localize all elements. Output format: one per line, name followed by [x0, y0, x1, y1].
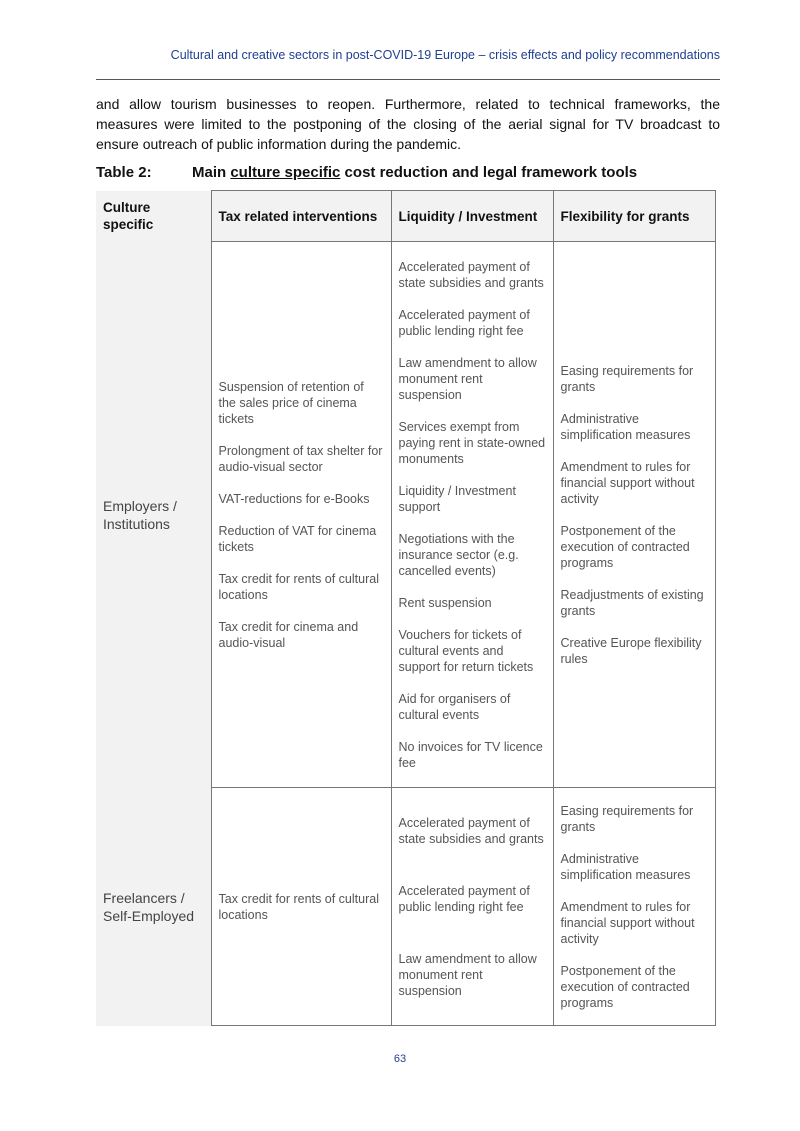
list-item: Easing requirements for grants: [560, 363, 694, 394]
table-number: Table 2:: [96, 164, 152, 181]
list-item: Accelerated payment of public lending right fee: [398, 883, 530, 914]
list-item: Postponement of the execution of contracted programs: [560, 523, 690, 570]
cell-grants-employers: [553, 242, 715, 788]
cell-tax-freelancers: [211, 788, 391, 1026]
list-item: Administrative simplification measures: [560, 411, 691, 442]
list-item: Administrative simplification measures: [560, 851, 691, 882]
list-item: Amendment to rules for financial support without activity: [560, 899, 695, 946]
list-item: Tax credit for rents of cultural locations: [218, 891, 379, 922]
list-item: Liquidity / Investment support: [398, 483, 516, 514]
cell-grants-freelancers: [553, 788, 715, 1026]
row-label-employers: Employers / Institutions: [96, 242, 211, 788]
list-item: Accelerated payment of public lending right fee: [398, 307, 530, 338]
caption-suffix: cost reduction and legal framework tools: [340, 164, 638, 181]
list-item: Vouchers for tickets of cultural events and support for return tickets: [398, 627, 534, 674]
list-item: Rent suspension: [398, 595, 492, 610]
list-item: Readjustments of existing grants: [560, 587, 704, 618]
list-item: Law amendment to allow monument rent suspension: [398, 951, 537, 998]
cell-liquidity-employers: [391, 242, 553, 788]
page-number: 63: [393, 1053, 407, 1065]
cost-reduction-table: [96, 190, 716, 1026]
cell-tax-employers: [211, 242, 391, 788]
list-item: Easing requirements for grants: [560, 803, 694, 834]
header-liquidity: Liquidity / Investment: [391, 191, 553, 242]
caption-prefix: Main: [192, 164, 231, 181]
table-caption: [96, 164, 637, 181]
list-item: VAT-reductions for e-Books: [218, 491, 370, 506]
list-item: Amendment to rules for financial support without activity: [560, 459, 695, 506]
list-item: Prolongment of tax shelter for audio-visual sector: [218, 443, 383, 474]
intro-paragraph: and allow tourism businesses to reopen. Furthermore, related to technical frameworks, the measures were limited to the postponing of the closing of the aerial signal for TV broadcast to ensure outreach of public information during the pandemic.: [96, 96, 720, 152]
caption-underlined: culture specific: [230, 164, 341, 181]
list-item: Negotiations with the insurance sector (e.g. cancelled events): [398, 531, 519, 578]
table-row: [96, 242, 715, 788]
header-flexibility: Flexibility for grants: [553, 191, 715, 242]
header-tax-related: Tax related interventions: [211, 191, 391, 242]
list-item: Law amendment to allow monument rent suspension: [398, 355, 537, 402]
list-item: Accelerated payment of state subsidies and grants: [398, 259, 544, 290]
list-item: Accelerated payment of state subsidies and grants: [398, 815, 544, 846]
list-item: Tax credit for rents of cultural locations: [218, 571, 379, 602]
header-rule: [96, 79, 720, 80]
cell-liquidity-freelancers: [391, 788, 553, 1026]
running-header: Cultural and creative sectors in post-COVID-19 Europe – crisis effects and policy recommendations: [170, 48, 720, 62]
list-item: Postponement of the execution of contracted programs: [560, 963, 690, 1010]
list-item: Creative Europe flexibility rules: [560, 635, 702, 666]
list-item: Tax credit for cinema and audio-visual: [218, 619, 359, 650]
list-item: Aid for organisers of cultural events: [398, 691, 511, 722]
row-label-freelancers: Freelancers / Self-Employed: [96, 788, 211, 1026]
table-row: [96, 788, 715, 1026]
list-item: Services exempt from paying rent in state-owned monuments: [398, 419, 546, 466]
list-item: Suspension of retention of the sales price of cinema tickets: [218, 379, 364, 426]
table-header-row: [96, 191, 715, 242]
list-item: Reduction of VAT for cinema tickets: [218, 523, 377, 554]
header-culture-specific: Culture specific: [96, 191, 211, 242]
list-item: No invoices for TV licence fee: [398, 739, 543, 770]
